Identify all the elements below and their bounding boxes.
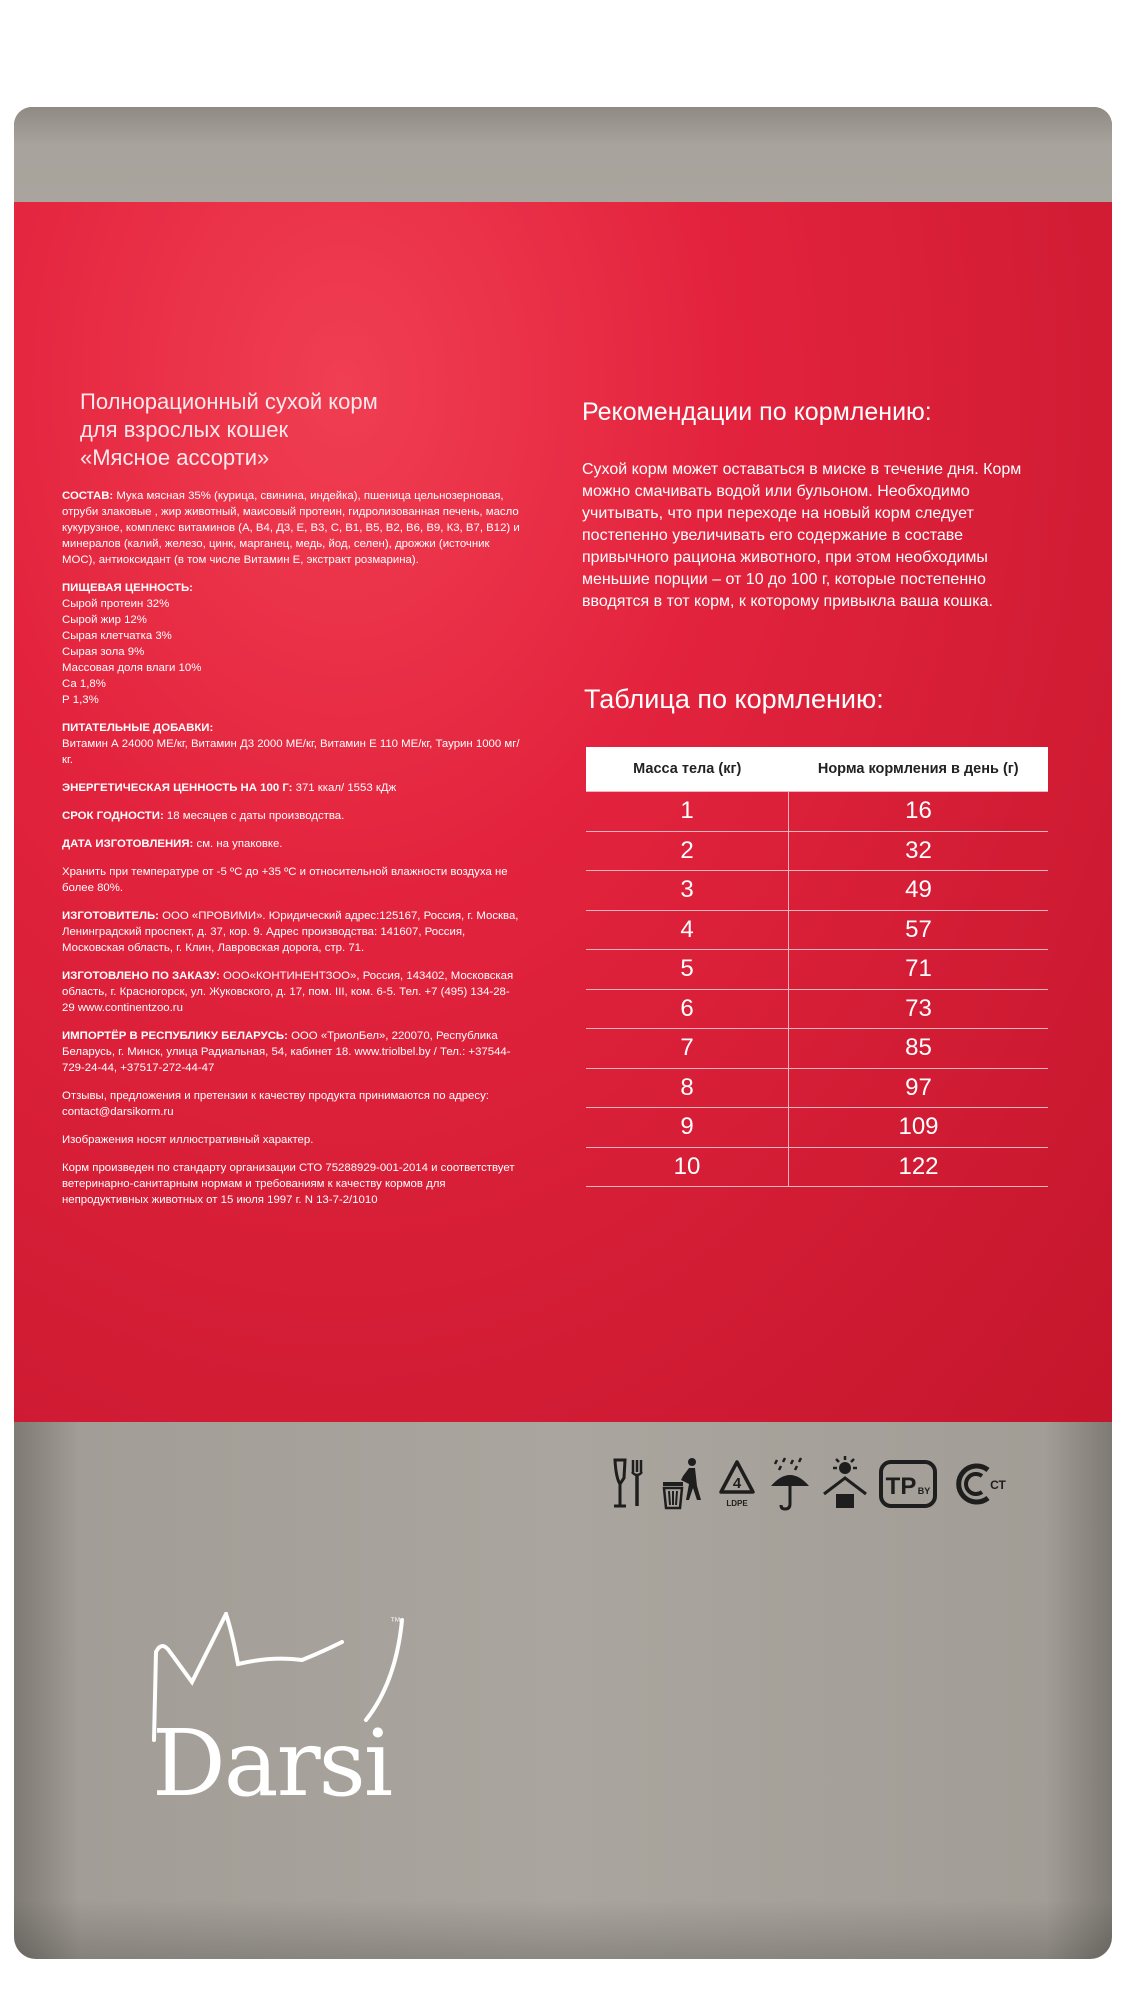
standard-note: Корм произведен по стандарту организации СТО 75288929-001-2014 и соответствует ветеринарно-санитарным нормам и требованиям к качеству кормов для непродуктивных животных от 15 июля 1997 г. N 13-7-2/1010 [62,1162,515,1206]
table-row [586,792,1048,832]
feeding-table-header [586,747,1048,792]
product-info-column [62,388,522,1220]
package-bottom-shade [14,1899,1112,1959]
norm-cell: 57 [789,910,1049,950]
nutrition: ПИЩЕВАЯ ЦЕННОСТЬ: Сырой протеин 32% Сырой жир 12% Сырая клетчатка 3% Сырая зола 9% Массовая доля влаги 10% Са 1,8% Р 1,3% [62,580,522,708]
recommendations-title: Рекомендации по кормлению: [582,398,932,426]
feeding-recommendations [582,398,1052,613]
table-row [586,1068,1048,1108]
st-certification-icon [948,1456,1010,1512]
weight-cell: 5 [586,950,789,990]
package-top-gray [14,107,1112,202]
nutrition-line: Са 1,8% [62,678,106,690]
ldpe-label: LDPE [726,1499,748,1508]
nutrition-line: Сырая зола 9% [62,646,145,658]
trademark-symbol: ™ [390,1616,401,1628]
norm-cell: 85 [789,1029,1049,1069]
table-row [586,871,1048,911]
composition: СОСТАВ: Мука мясная 35% (курица, свинина, индейка), пшеница цельнозерновая, отруби злаковые , жир животный, маисовый протеин, гидролизованная печень, масло кукурузное, комплекс витаминов (А, В4, Д3, Е, В3, С, В1, В5, В2, В6, В9, К3, В7, В12) и минералов (калий, железо, цинк, марганец, медь, йод, селен), дрожжи (источник МОС), антиоксидант (в том числе Витамин Е, экстракт розмарина). [62,490,520,566]
recycling-ldpe-icon [716,1456,758,1512]
norm-cell: 49 [789,871,1049,911]
importer: ИМПОРТЁР В РЕСПУБЛИКУ БЕЛАРУСЬ: ООО «ТриолБел», 220070, Республика Беларусь, г. Минск, улица Радиальная, 54, кабинет 18. www.triolbel.by / Тел.: +37544-729-24-44, +37517-272-44-47 [62,1030,511,1074]
additives: ПИТАТЕЛЬНЫЕ ДОБАВКИ: Витамин А 24000 МЕ/кг, Витамин Д3 2000 МЕ/кг, Витамин Е 110 МЕ/кг, Таурин 1000 мг/кг. [62,722,520,766]
energy-value: ЭНЕРГЕТИЧЕСКАЯ ЦЕННОСТЬ НА 100 Г: 371 ккал/ 1553 кДж [62,782,397,794]
by-text: BY [917,1486,931,1496]
header-daily-norm: Норма кормления в день (г) [789,747,1049,792]
feeding-table-title: Таблица по кормлению: [584,684,884,714]
nutrition-line: Сырой протеин 32% [62,598,170,610]
weight-cell: 4 [586,910,789,950]
storage-conditions: Хранить при температуре от -5 ºС до +35 ºС и относительной влажности воздуха не более 80%. [62,866,508,894]
ordered-by: ИЗГОТОВЛЕНО ПО ЗАКАЗУ: ООО«КОНТИНЕНТЗОО», Россия, 143402, Московская область, г. Красногорск, ул. Жуковского, д. 17, пом. III, ком. 6-5. Тел. +7 (495) 134-28-29 www.continentzoo.ru [62,970,514,1014]
tr-text: TP [885,1473,917,1500]
norm-cell: 73 [789,989,1049,1029]
weight-cell: 2 [586,831,789,871]
weight-cell: 6 [586,989,789,1029]
nutrition-line: Массовая доля влаги 10% [62,662,202,674]
table-row [586,1029,1048,1069]
brand-logo [152,1612,412,1817]
manufacture-date: ДАТА ИЗГОТОВЛЕНИЯ: см. на упаковке. [62,838,283,850]
norm-cell: 32 [789,831,1049,871]
keep-dry-icon [769,1456,811,1512]
packaging-icons [612,1456,1010,1512]
ldpe-number: 4 [732,1475,742,1492]
norm-cell: 122 [789,1147,1049,1187]
illustrative-note: Изображения носят иллюстративный характер. [62,1134,314,1146]
product-title-line: Полнорационный сухой корм [80,389,378,414]
table-row [586,989,1048,1029]
norm-cell: 109 [789,1108,1049,1148]
table-row [586,1108,1048,1148]
shelf-life: СРОК ГОДНОСТИ: 18 месяцев с даты производства. [62,810,345,822]
table-row [586,1147,1048,1187]
keep-away-from-sun-icon [822,1456,868,1512]
product-title [80,388,522,472]
product-title-line: для взрослых кошек [80,417,289,442]
st-text: СТ [990,1478,1006,1492]
weight-cell: 8 [586,1068,789,1108]
feeding-table [586,747,1048,1187]
weight-cell: 7 [586,1029,789,1069]
manufacturer: ИЗГОТОВИТЕЛЬ: ООО «ПРОВИМИ». Юридический адрес:125167, Россия, г. Москва, Ленинградский проспект, д. 37, кор. 9. Адрес производства: 141607, Россия, Московская область, г. Клин, Лавровская дорога, стр. 71. [62,910,519,954]
nutrition-line: Сырая клетчатка 3% [62,630,172,642]
product-title-line: «Мясное ассорти» [80,445,270,470]
weight-cell: 9 [586,1108,789,1148]
norm-cell: 97 [789,1068,1049,1108]
norm-cell: 71 [789,950,1049,990]
weight-cell: 10 [586,1147,789,1187]
brand-name: Darsi [152,1710,392,1817]
weight-cell: 1 [586,792,789,832]
table-row [586,831,1048,871]
recycle-bin-icon [659,1456,705,1512]
table-row [586,910,1048,950]
food-safe-icon [612,1456,648,1512]
norm-cell: 16 [789,792,1049,832]
header-body-weight: Масса тела (кг) [586,747,789,792]
feedback-contact: Отзывы, предложения и претензии к качеству продукта принимаются по адресу: contact@darsikorm.ru [62,1090,489,1118]
nutrition-line: Р 1,3% [62,694,99,706]
table-row [586,950,1048,990]
weight-cell: 3 [586,871,789,911]
tr-by-icon [879,1456,937,1512]
nutrition-line: Сырой жир 12% [62,614,147,626]
recommendations-text: Сухой корм может оставаться в миске в течение дня. Корм можно смачивать водой или бульоном. Необходимо учитывать, что при переходе на новый корм следует постепенно увеличивать его содержание в составе привычного рациона животного, при этом необходимы меньшие порции – от 10 до 100 г, которые постепенно вводятся в тот корм, к которому привыкла ваша кошка. [582,461,1022,610]
